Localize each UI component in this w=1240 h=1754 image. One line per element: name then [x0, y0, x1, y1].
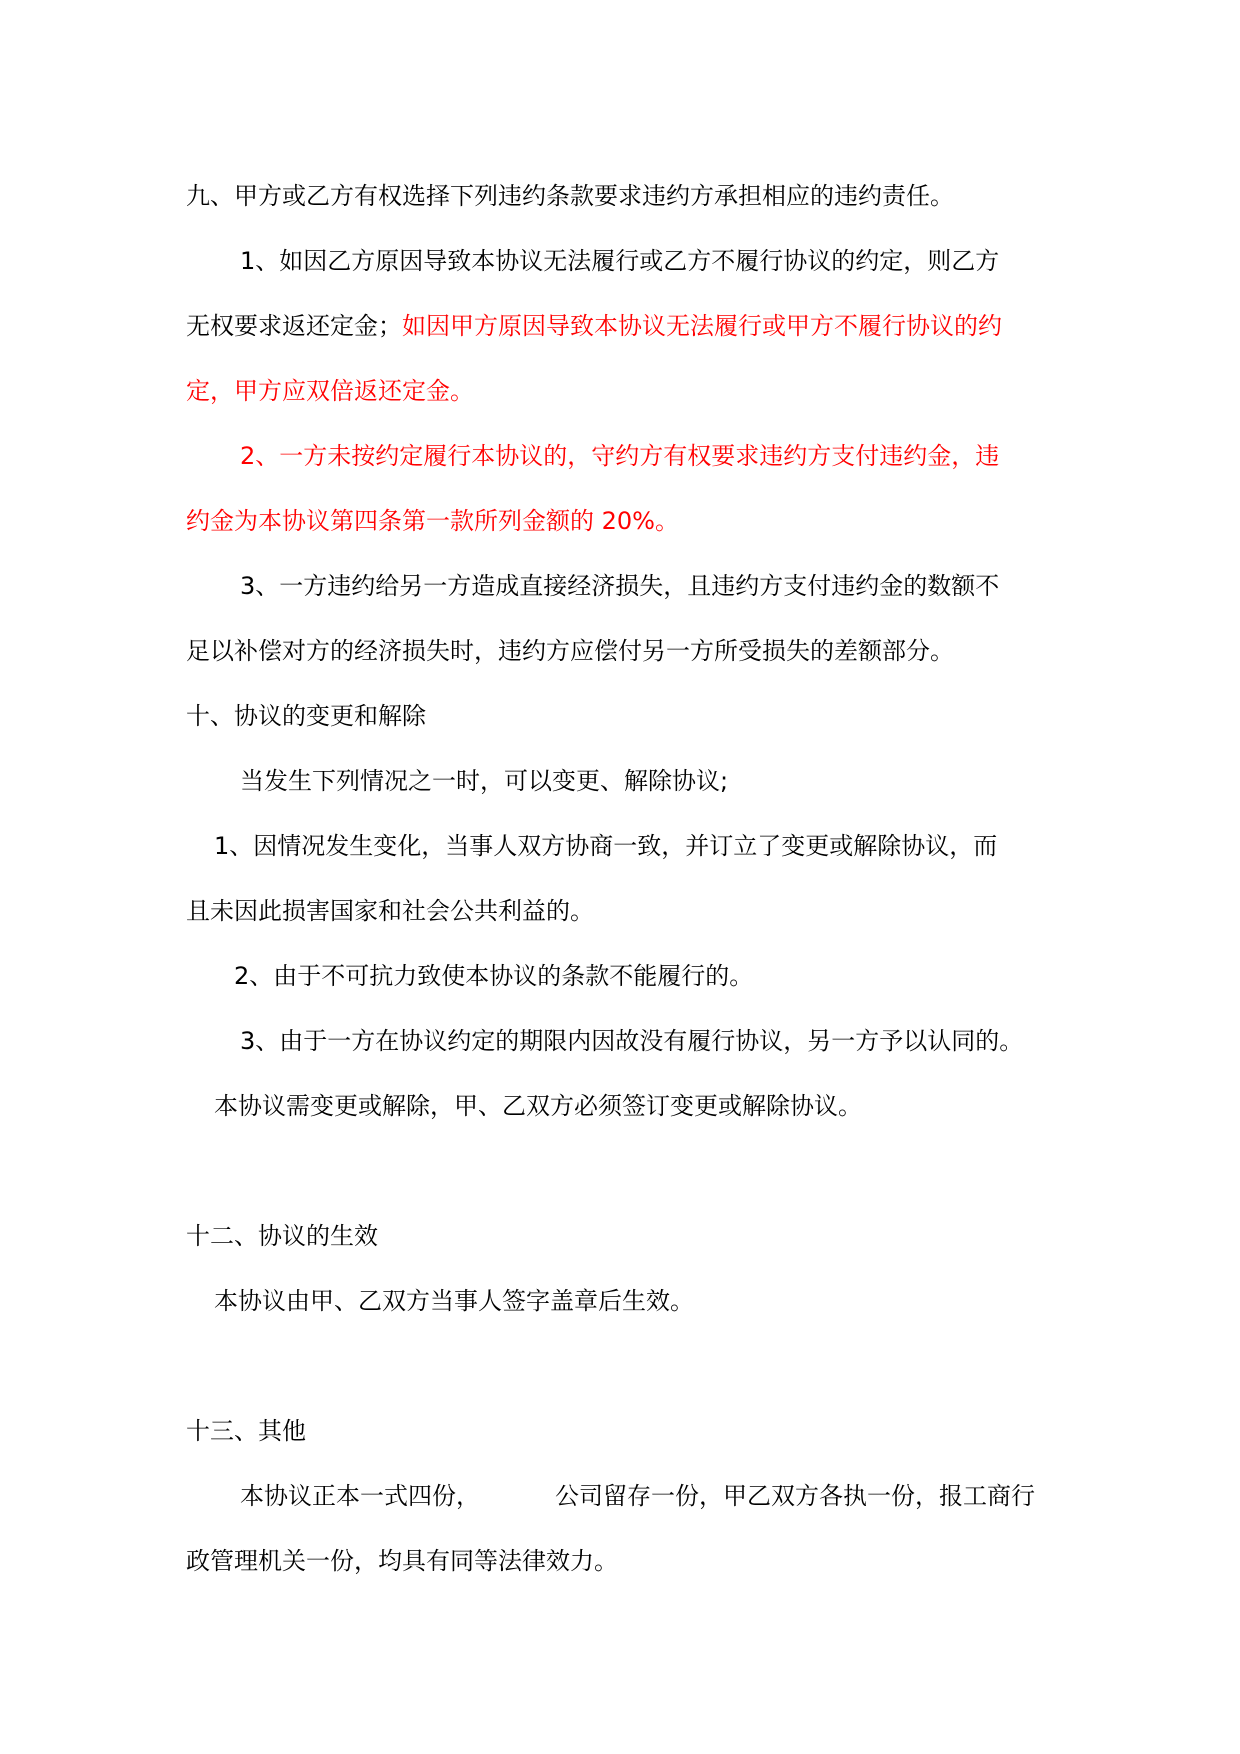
section-9-item-2-line-2: 约金为本协议第四条第一款所列金额的 20%。 [186, 507, 679, 535]
section-9-item-3-line-1: 3、一方违约给另一方造成直接经济损失，且违约方支付违约金的数额不 [240, 572, 1000, 600]
section-13-body-line-1-part-2: 公司留存一份，甲乙双方各执一份，报工商行 [555, 1482, 1035, 1510]
section-9-heading: 九、甲方或乙方有权选择下列违约条款要求违约方承担相应的违约责任。 [186, 182, 954, 210]
section-10-item-3: 3、由于一方在协议约定的期限内因故没有履行协议，另一方予以认同的。 [240, 1027, 1024, 1055]
section-9-item-1-line-1: 1、如因乙方原因导致本协议无法履行或乙方不履行协议的约定，则乙方 [240, 247, 1000, 275]
section-9-item-1-line-2-black: 无权要求返还定金； [186, 312, 402, 340]
section-10-intro: 当发生下列情况之一时，可以变更、解除协议; [240, 767, 729, 795]
section-10-item-1-line-1: 1、因情况发生变化，当事人双方协商一致，并订立了变更或解除协议，而 [214, 832, 998, 860]
section-9-item-2-line-1: 2、一方未按约定履行本协议的，守约方有权要求违约方支付违约金，违 [240, 442, 1000, 470]
section-13-body-line-2: 政管理机关一份，均具有同等法律效力。 [186, 1547, 618, 1575]
section-12-heading: 十二、协议的生效 [186, 1222, 378, 1250]
section-9-item-1-line-3: 定，甲方应双倍返还定金。 [186, 377, 474, 405]
section-10-item-1-line-2: 且未因此损害国家和社会公共利益的。 [186, 897, 594, 925]
section-12-body: 本协议由甲、乙双方当事人签字盖章后生效。 [214, 1287, 694, 1315]
section-13-heading: 十三、其他 [186, 1417, 306, 1445]
section-9-item-1-line-2 [186, 310, 1002, 342]
section-10-item-2: 2、由于不可抗力致使本协议的条款不能履行的。 [234, 962, 754, 990]
section-10-closing: 本协议需变更或解除，甲、乙双方必须签订变更或解除协议。 [214, 1092, 862, 1120]
section-9-item-1-line-2-red: 如因甲方原因导致本协议无法履行或甲方不履行协议的约 [402, 312, 1002, 340]
section-9-item-3-line-2: 足以补偿对方的经济损失时，违约方应偿付另一方所受损失的差额部分。 [186, 637, 954, 665]
section-10-heading: 十、协议的变更和解除 [186, 702, 426, 730]
section-13-body-line-1-part-1: 本协议正本一式四份， [240, 1482, 480, 1510]
